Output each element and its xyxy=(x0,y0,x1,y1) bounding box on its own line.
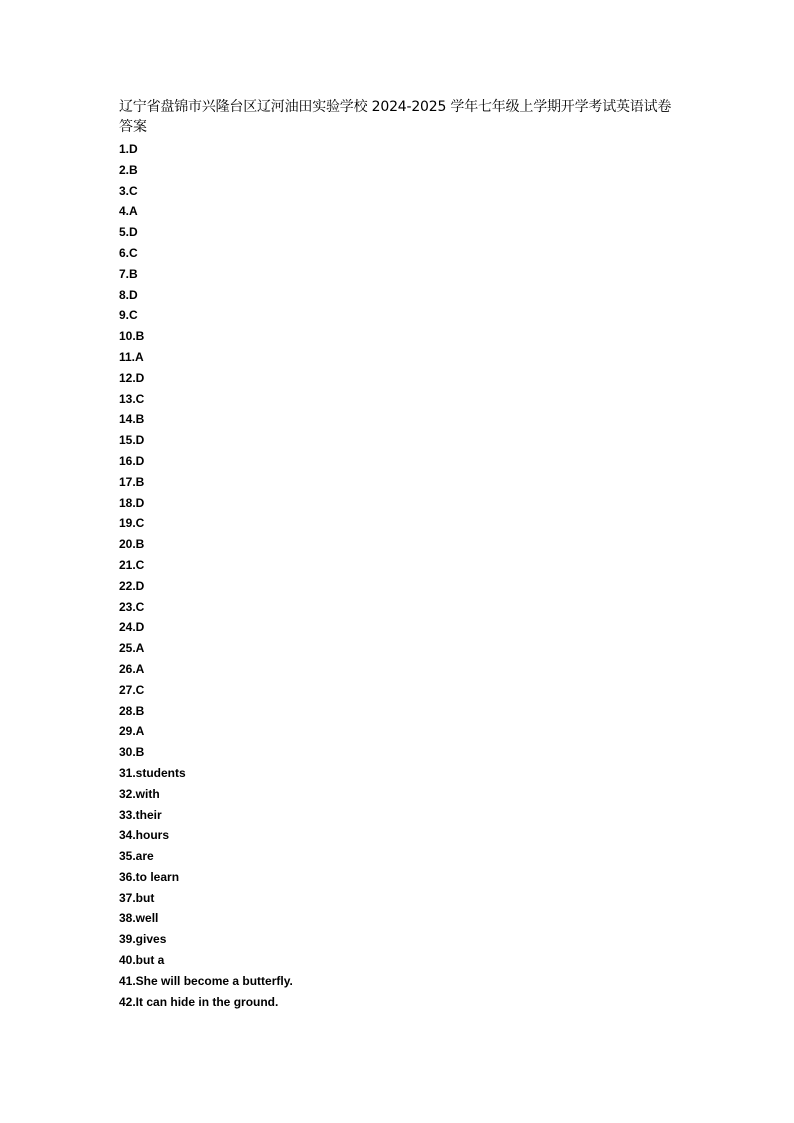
answer-item: 34.hours xyxy=(119,828,170,843)
answer-item: 10.B xyxy=(119,329,145,344)
answer-item: 28.B xyxy=(119,703,145,718)
answer-item: 20.B xyxy=(119,537,145,552)
answer-item: 16.D xyxy=(119,453,145,468)
answer-item: 32.with xyxy=(119,786,160,801)
answer-item: 15.D xyxy=(119,433,145,448)
answer-item: 14.B xyxy=(119,412,145,427)
answer-item: 18.D xyxy=(119,495,145,510)
document-content xyxy=(119,97,689,1012)
answer-item: 8.D xyxy=(119,287,138,302)
answer-item: 12.D xyxy=(119,370,145,385)
answer-item: 4.A xyxy=(119,204,138,219)
answer-item: 36.to learn xyxy=(119,869,180,884)
answer-item: 31.students xyxy=(119,765,186,780)
answer-item: 3.C xyxy=(119,183,138,198)
answer-item: 21.C xyxy=(119,557,145,572)
answer-item: 5.D xyxy=(119,225,138,240)
answer-item: 1.D xyxy=(119,142,138,156)
answer-item: 41.She will become a butterfly. xyxy=(119,973,293,988)
answer-item: 33.their xyxy=(119,807,162,822)
answer-item: 7.B xyxy=(119,266,138,281)
answer-item: 25.A xyxy=(119,641,145,656)
answer-item: 17.B xyxy=(119,474,145,489)
answer-item: 40.but a xyxy=(119,953,165,968)
answer-item: 26.A xyxy=(119,661,145,676)
document-subtitle: 答案 xyxy=(119,119,147,135)
answer-item: 37.but xyxy=(119,890,155,905)
answer-list xyxy=(119,139,689,1012)
answer-item: 11.A xyxy=(119,349,144,364)
answer-item: 30.B xyxy=(119,745,145,760)
answer-item: 38.well xyxy=(119,911,159,926)
answer-item: 27.C xyxy=(119,682,145,697)
answer-item: 42.It can hide in the ground. xyxy=(119,994,279,1009)
answer-item: 24.D xyxy=(119,620,145,635)
answer-item: 29.A xyxy=(119,724,145,739)
answer-item: 2.B xyxy=(119,162,138,177)
answer-item: 9.C xyxy=(119,308,138,323)
answer-item: 13.C xyxy=(119,391,145,406)
document-title: 辽宁省盘锦市兴隆台区辽河油田实验学校 2024-2025 学年七年级上学期开学考试英语试卷 xyxy=(119,99,672,115)
answer-item: 23.C xyxy=(119,599,145,614)
answer-item: 35.are xyxy=(119,849,154,864)
answer-item: 39.gives xyxy=(119,932,167,947)
answer-item: 19.C xyxy=(119,516,145,531)
answer-item: 6.C xyxy=(119,245,138,260)
answer-item: 22.D xyxy=(119,578,145,593)
